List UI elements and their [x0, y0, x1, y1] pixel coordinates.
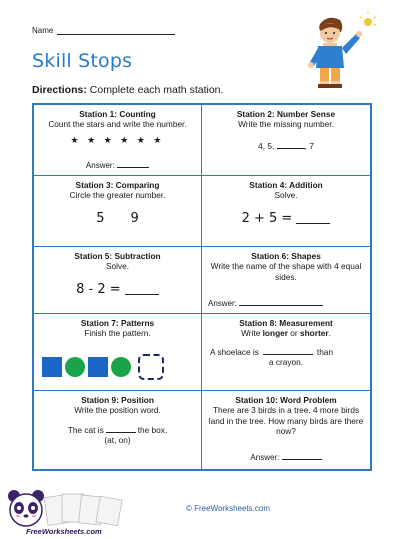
answer-label: Answer:	[85, 161, 115, 170]
name-field[interactable]	[32, 26, 175, 35]
number-a[interactable]: 5	[96, 210, 105, 226]
answer-field[interactable]	[208, 299, 364, 309]
station-1	[34, 105, 202, 176]
station-prompt	[208, 328, 364, 338]
sentence-middle: than	[316, 346, 334, 357]
station-prompt: Count the stars and write the number.	[48, 119, 187, 130]
station-title: Station 2: Number Sense	[236, 109, 336, 119]
sequence-end: , 7	[304, 140, 314, 151]
station-title: Station 7: Patterns	[80, 318, 155, 328]
stations-grid	[32, 103, 372, 471]
station-10	[202, 391, 370, 469]
station-prompt: Solve.	[105, 261, 130, 272]
pattern-square	[42, 357, 62, 377]
page-title: Skill Stops	[32, 50, 133, 72]
sentence-end: a crayon.	[268, 357, 304, 368]
answer-label: Answer:	[250, 453, 280, 462]
station-prompt: There are 3 birds in a tree. 4 more birds land in the tree. How many birds are there now?	[208, 405, 364, 437]
answer-line[interactable]	[117, 167, 149, 168]
boy-pointing-illustration	[296, 12, 376, 88]
station-7	[34, 314, 202, 391]
word-options: (at, on)	[104, 435, 131, 446]
prompt-part: or	[287, 328, 300, 339]
pattern-circle	[65, 357, 85, 377]
directions-text: Complete each math station.	[89, 84, 224, 96]
station-title: Station 1: Counting	[79, 109, 156, 119]
station-9	[34, 391, 202, 469]
station-6	[202, 247, 370, 314]
stars-row: ★ ★ ★ ★ ★ ★	[70, 134, 165, 145]
station-prompt: Write the name of the shape with 4 equal sides.	[210, 261, 362, 282]
equation-text: 2 + 5 =	[241, 210, 293, 226]
station-prompt: Circle the greater number.	[69, 190, 166, 201]
measurement-sentence	[208, 347, 364, 368]
addition-equation	[208, 211, 364, 227]
station-title: Station 9: Position	[81, 395, 154, 405]
station-prompt: Solve.	[274, 190, 298, 201]
number-b[interactable]: 9	[130, 210, 139, 226]
answer-field[interactable]	[202, 453, 370, 463]
station-title: Station 5: Subtraction	[74, 251, 161, 261]
station-prompt: Finish the pattern.	[84, 328, 151, 339]
sequence-start: 4, 5,	[258, 140, 275, 151]
missing-number-blank[interactable]	[277, 148, 305, 149]
station-4	[202, 176, 370, 247]
sentence-start: The cat is	[67, 424, 104, 435]
name-label: Name	[32, 26, 54, 35]
station-title: Station 3: Comparing	[75, 180, 160, 190]
station-3	[34, 176, 202, 247]
answer-line[interactable]	[239, 305, 323, 306]
station-title: Station 6: Shapes	[251, 251, 321, 261]
equation-text: 8 - 2 =	[76, 281, 121, 297]
position-sentence	[40, 425, 195, 435]
pattern-circle	[111, 357, 131, 377]
answer-label: Answer:	[208, 299, 237, 308]
answer-field[interactable]	[34, 161, 201, 171]
compare-numbers	[40, 211, 195, 227]
name-line[interactable]	[57, 27, 175, 35]
directions	[32, 84, 223, 96]
station-prompt: Write the position word.	[74, 405, 161, 416]
lightbulb-icon	[360, 12, 376, 26]
footer-link[interactable]: © FreeWorksheets.com	[186, 504, 270, 513]
sentence-start: A shoelace is	[210, 346, 259, 357]
station-title: Station 10: Word Problem	[235, 395, 337, 405]
sentence-end: the box.	[137, 424, 168, 435]
answer-line[interactable]	[106, 432, 136, 433]
answer-line[interactable]	[125, 294, 159, 295]
answer-line[interactable]	[263, 354, 313, 355]
pattern-blank-box[interactable]	[138, 354, 164, 380]
pattern-square	[88, 357, 108, 377]
prompt-part: .	[328, 328, 331, 339]
answer-line[interactable]	[282, 459, 322, 460]
station-5	[34, 247, 202, 314]
station-title: Station 4: Addition	[249, 180, 323, 190]
directions-label: Directions:	[32, 84, 87, 96]
station-prompt: Write the missing number.	[238, 119, 334, 130]
number-sequence	[208, 141, 364, 151]
shape-pattern	[42, 354, 164, 380]
subtraction-equation	[40, 282, 195, 298]
word-shorter: shorter	[299, 328, 329, 339]
word-longer: longer	[262, 328, 288, 339]
prompt-part: Write	[241, 328, 263, 339]
station-title: Station 8: Measurement	[239, 318, 333, 328]
logo-text: FreeWorksheets.com	[26, 527, 102, 536]
answer-line[interactable]	[296, 223, 330, 224]
station-8	[202, 314, 370, 391]
station-2	[202, 105, 370, 176]
